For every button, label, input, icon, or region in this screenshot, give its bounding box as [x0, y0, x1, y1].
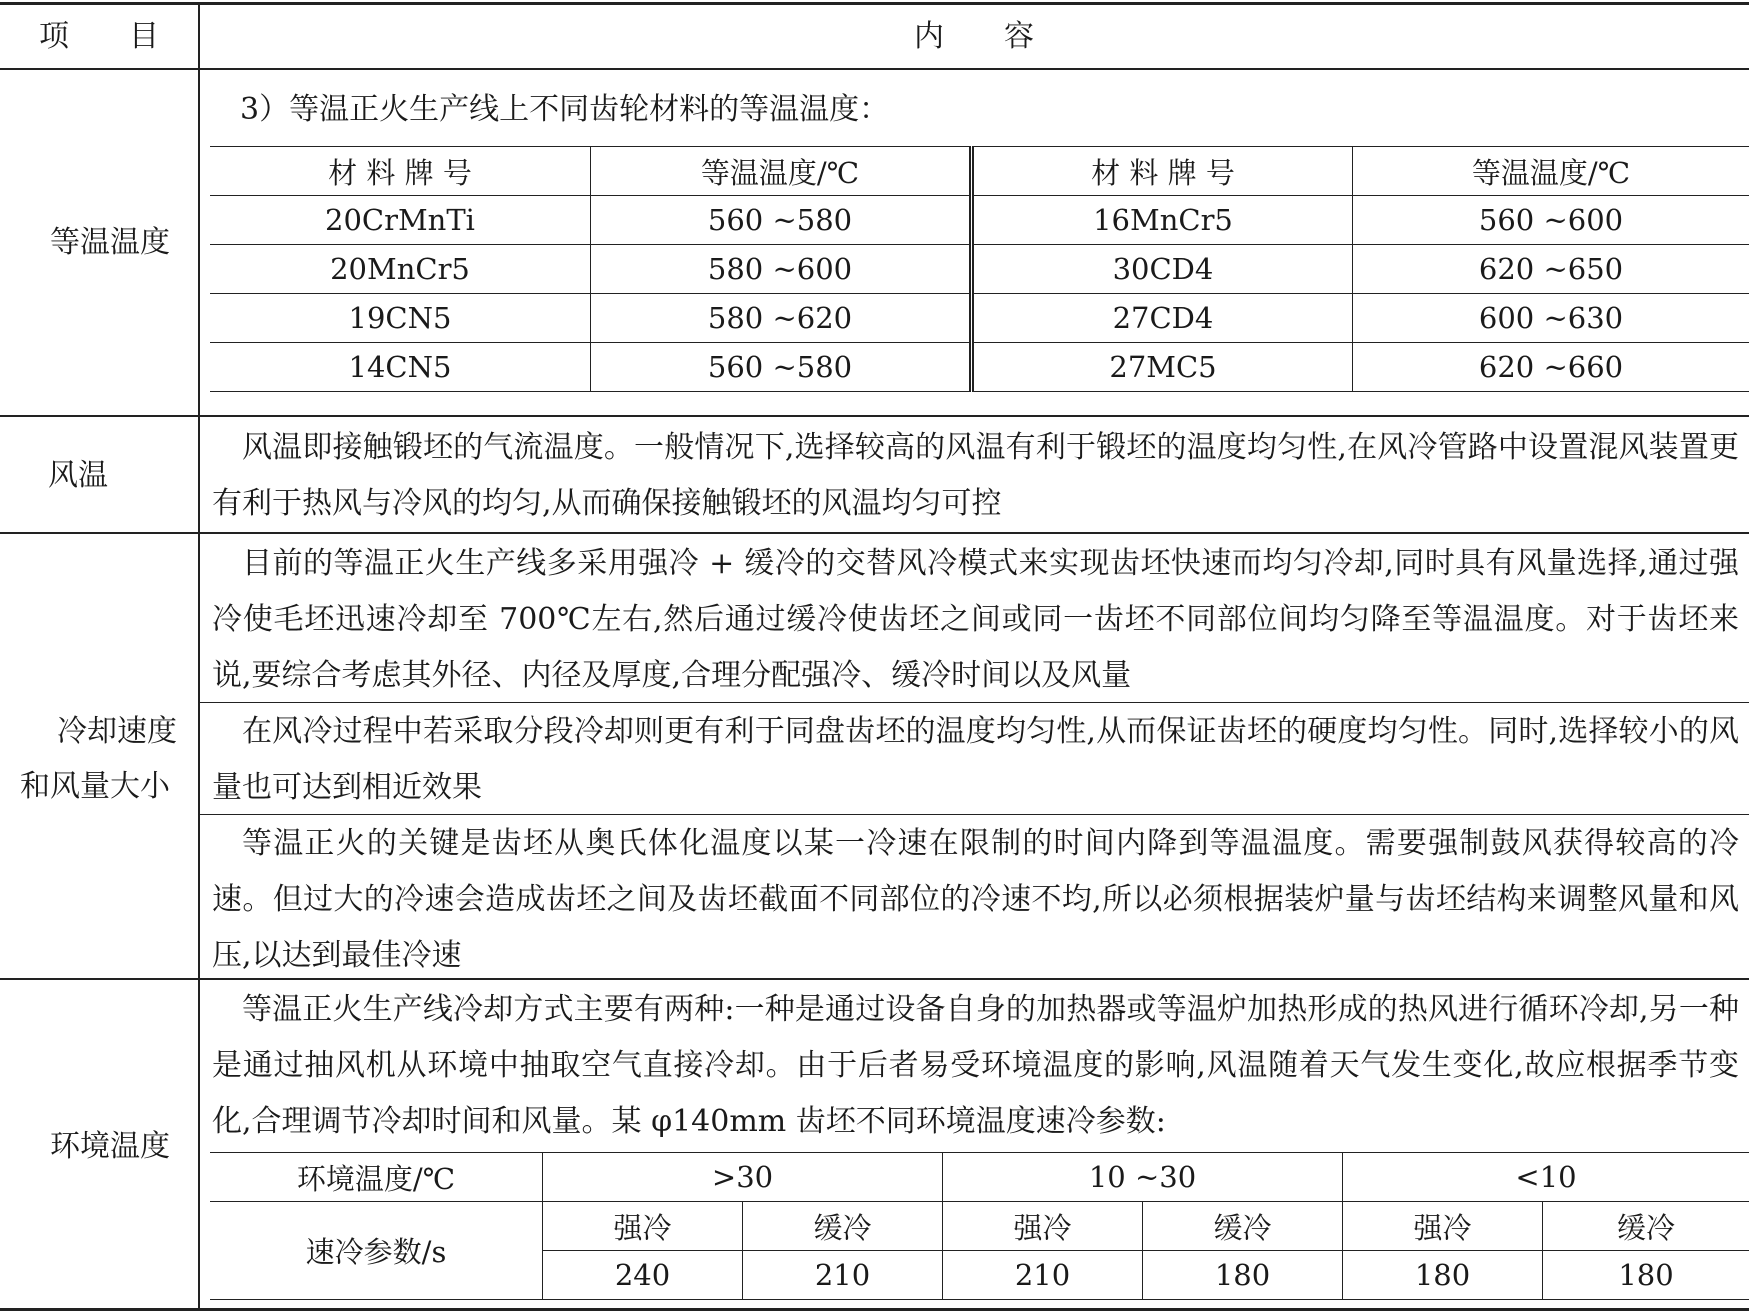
table-row — [210, 343, 1749, 392]
table-cell: 强冷 — [943, 1202, 1143, 1251]
row-rule-1 — [0, 415, 1749, 417]
table-row — [210, 294, 1749, 343]
row-rule-2 — [0, 532, 1749, 534]
ambient-table — [210, 1152, 1749, 1300]
table-header-cell: 等温温度/℃ — [1353, 147, 1749, 196]
table-header-row — [210, 1153, 1749, 1202]
table-cell: 20CrMnTi — [210, 196, 591, 245]
cooling-paragraph-2: 在风冷过程中若采取分段冷却则更有利于同盘齿坯的温度均匀性,从而保证齿坯的硬度均匀性。同时,选择较小的风量也可达到相近效果 — [212, 714, 1739, 805]
air-temp-paragraph: 风温即接触锻坯的气流温度。一般情况下,选择较高的风温有利于锻坯的温度均匀性,在风冷管路中设置混风装置更有利于热风与冷风的均匀,从而确保接触锻坯的风温均匀可控 — [212, 430, 1739, 521]
table-cell: 210 — [743, 1251, 943, 1300]
table-cell: 20MnCr5 — [210, 245, 591, 294]
table-row — [210, 196, 1749, 245]
cooling-text-2 — [212, 704, 1739, 816]
cooling-paragraph-3: 等温正火的关键是齿坯从奥氏体化温度以某一冷速在限制的时间内降到等温温度。需要强制鼓风获得较高的冷速。但过大的冷速会造成齿坯之间及齿坯截面不同部位的冷速不均,所以必须根据装炉量与齿坯结构来调整风量和风压,以达到最佳冷速 — [212, 826, 1739, 973]
table-row — [210, 1202, 1749, 1251]
isothermal-intro: 3）等温正火生产线上不同齿轮材料的等温温度： — [240, 92, 890, 127]
table-row-label: 速冷参数/s — [210, 1202, 543, 1300]
table-cell: 620 ~650 — [1353, 245, 1749, 294]
table-header-cell: 10 ~30 — [943, 1153, 1343, 1202]
table-cell: 240 — [543, 1251, 743, 1300]
table-cell: 580 ~600 — [591, 245, 972, 294]
table-cell: 16MnCr5 — [972, 196, 1353, 245]
isothermal-table — [210, 146, 1749, 392]
top-rule — [0, 2, 1749, 5]
table-header-cell: 材 料 牌 号 — [972, 147, 1353, 196]
ambient-paragraph: 等温正火生产线冷却方式主要有两种:一种是通过设备自身的加热器或等温炉加热形成的热风进行循环冷却,另一种是通过抽风机从环境中抽取空气直接冷却。由于后者易受环境温度的影响,风温随着天气发生变化,故应根据季节变化,合理调节冷却时间和风量。某 φ140mm 齿坯不同环境温度速冷参数: — [212, 992, 1739, 1139]
air-temp-text — [212, 420, 1739, 532]
table-header-cell: <10 — [1343, 1153, 1749, 1202]
row-label-air-temp: 风温 — [48, 458, 108, 493]
table-cell: 27MC5 — [972, 343, 1353, 392]
table-header-cell: 材 料 牌 号 — [210, 147, 591, 196]
ambient-text — [212, 982, 1739, 1150]
table-cell: 180 — [1143, 1251, 1343, 1300]
table-cell: 强冷 — [543, 1202, 743, 1251]
cooling-text-1 — [212, 536, 1739, 704]
table-cell: 620 ~660 — [1353, 343, 1749, 392]
table-cell: 210 — [943, 1251, 1143, 1300]
cooling-paragraph-1: 目前的等温正火生产线多采用强冷 + 缓冷的交替风冷模式来实现齿坯快速而均匀冷却,同时具有风量选择,通过强冷使毛坯迅速冷却至 700℃左右,然后通过缓冷使齿坯之间或同一齿坯不同部位间均匀降至等温温度。对于齿坯来说,要综合考虑其外径、内径及厚度,合理分配强冷、缓冷时间以及风量 — [212, 546, 1739, 693]
table-cell: 180 — [1343, 1251, 1543, 1300]
table-cell: 强冷 — [1343, 1202, 1543, 1251]
table-row — [210, 245, 1749, 294]
table-cell: 560 ~580 — [591, 343, 972, 392]
row-label-cooling-line2: 和风量大小 — [20, 769, 170, 804]
header-bottom-rule — [0, 68, 1749, 70]
table-cell: 缓冷 — [743, 1202, 943, 1251]
header-item-label: 项 目 — [39, 19, 159, 54]
row-label-isothermal: 等温温度 — [50, 225, 170, 260]
table-cell: 560 ~580 — [591, 196, 972, 245]
table-cell: 180 — [1543, 1251, 1749, 1300]
table-header-cell: 环境温度/℃ — [210, 1153, 543, 1202]
table-cell: 560 ~600 — [1353, 196, 1749, 245]
table-cell: 缓冷 — [1543, 1202, 1749, 1251]
table-header-row — [210, 147, 1749, 196]
header-content-label: 内 容 — [914, 19, 1034, 54]
cooling-text-3 — [212, 816, 1739, 984]
table-cell: 缓冷 — [1143, 1202, 1343, 1251]
table-cell: 580 ~620 — [591, 294, 972, 343]
table-header-cell: 等温温度/℃ — [591, 147, 972, 196]
table-cell: 14CN5 — [210, 343, 591, 392]
table-cell: 30CD4 — [972, 245, 1353, 294]
table-header-cell: >30 — [543, 1153, 943, 1202]
column-divider — [198, 2, 200, 1308]
table-cell: 600 ~630 — [1353, 294, 1749, 343]
table-cell: 19CN5 — [210, 294, 591, 343]
row-label-ambient: 环境温度 — [50, 1129, 170, 1164]
row-label-cooling-line1: 冷却速度 — [57, 714, 177, 749]
table-cell: 27CD4 — [972, 294, 1353, 343]
bottom-rule — [0, 1308, 1749, 1311]
